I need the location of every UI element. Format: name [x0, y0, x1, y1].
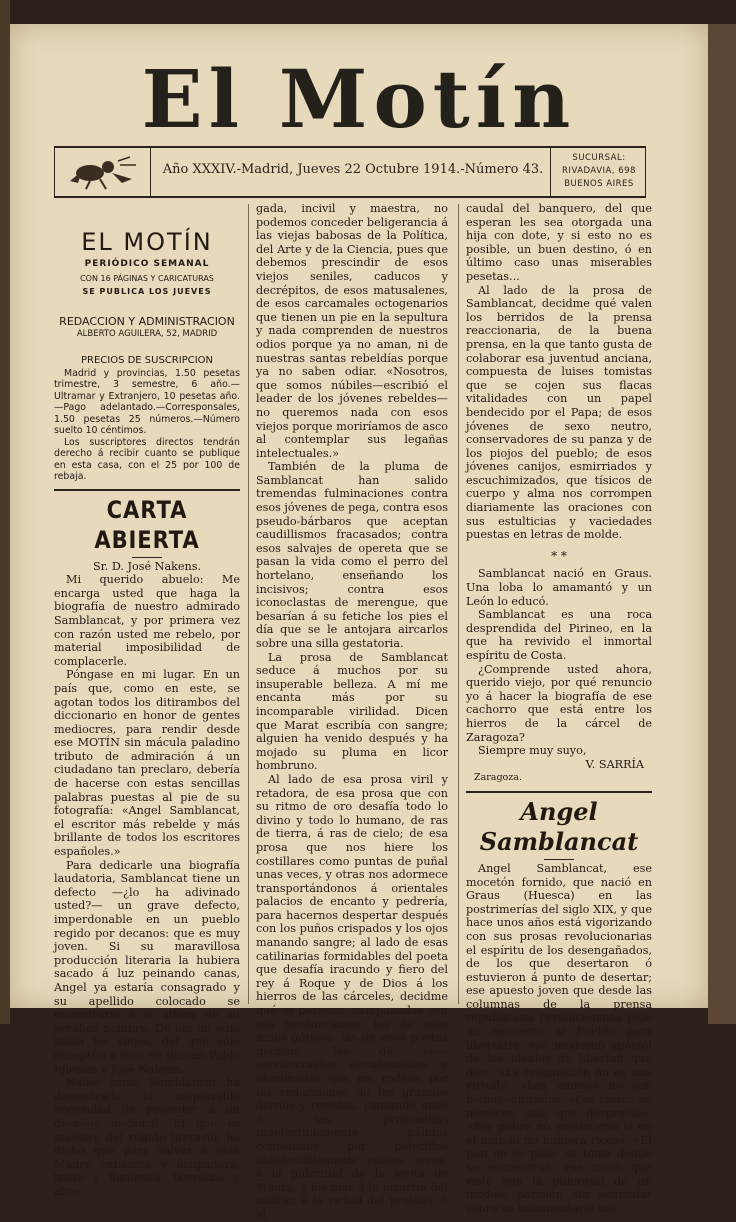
- precios-heading: PRECIOS DE SUSCRIPCION: [80, 354, 214, 366]
- closing: Siempre muy suyo,: [478, 744, 587, 758]
- paragraph: caudal del banquero, del que esperan les sea otorgada una hija con dote, y si esto no es posible, un buen destino, ó en último caso unas miserables pesetas...: [466, 202, 652, 283]
- paragraph: gada, incivil y maestra, no podemos conceder beligerancia á las viejas babosas de la Política, del Arte y de la Ciencia, pues que debemos prescindir de esos viejos seniles, caducos y decrépitos, de esos matusalenes, de esos carcamales octogenarios que tienen un pie en la sepultura y nada comprenden de nuestros odios porque ya no aman, ni de nuestras santas rebeldías porque ya no saben odiar. «Nosotros, que somos núbiles—escribió el leader de los jóvenes rebeldes—no queremos nada con esos viejos porque moriríamos de asco al contemplar sus legañas intelectuales.»: [256, 202, 448, 460]
- section-break: * *: [551, 548, 567, 563]
- branch-office: [554, 152, 644, 191]
- column-rule: [248, 204, 249, 1004]
- paragraph: Nadie como Samblancat ha demostrado la inaplazable necesidad de proceder á un desvieje nacional. El que es maestro del rugido literario, ha dicho que para salvar á esta Madre exhausta y disipadora, triste y flamenca, borracha y abne-: [54, 1076, 240, 1198]
- issue-info-bar: [54, 146, 646, 198]
- prices-text: Madrid y provincias, 1.50 pesetas trimestre, 3 semestre, 6 año.—Ultramar y Extranjero, 10 pesetas año.—Pago adelantado.—Corresponsales, 1.50 pesetas 25 números.—Número suelto 10 céntimos.: [54, 367, 240, 437]
- paragraph: Para dedicarle una biografía laudatoria, Samblancat tiene un defecto —¿lo ha adivinado usted?— un grave defecto, imperdonable en un pueblo regido por decanos: que es muy joven. Si su maravillosa producción literaria la hubiera sacado á luz peinando canas, Angel ya estaría consagrado y su apellido colocado se encontraría á la altura de su seráfico nombre. De ahí mi odio hacia los viejos, del que sólo exceptúo á dos: Se llaman Pablo Iglesias y José Nakens.: [54, 858, 240, 1076]
- redaccion-heading: REDACCION Y ADMINISTRACION: [59, 314, 235, 328]
- column-1: [54, 202, 240, 1198]
- subscription-prices: [54, 368, 240, 483]
- paragraph: ¿Comprende usted ahora, querido viejo, por qué renuncio yo á hacer la biografía de ese cachorro que está entre los hierros de la cárcel de Zaragoza?: [466, 662, 652, 744]
- book-spine: [0, 0, 10, 1024]
- branch-city: BUENOS AIRES: [564, 179, 634, 189]
- paragraph: Al lado de la prosa de Samblancat, decidme qué valen los berridos de la prensa reaccionaria, de la buena prensa, en la que tanto gusta de colaborar esa juventud anciana, compuesta de luises tomistas que se cojen sus flacas vitalidades con un papel bendecido por el Papa; de esos jóvenes de sexo neutro, conservadores de su panza y de los piojos del pueblo; de esos jóvenes canijos, esmirriados y escuchimizados, que tísicos de cuerpo y alma nos corrompen diariamente las oraciones con sus estulticias y vaciedades puestas en letras de molde.: [466, 283, 652, 542]
- periodico-semanal: PERIÓDICO SEMANAL: [84, 259, 210, 269]
- paragraph: Póngase en mi lugar. En un país que, como en este, se agotan todos los ditirambos del diccionario en honor de gentes mediocres, para rendir desde ese MOTÍN sin mácula paladino tributo de admiración á un ciudadano tan preclaro, debería de hacerse con estas sencillas palabras puestas al pie de su fotografía: «Angel Samblancat, el escritor más rebelde y más brillante de todos los escritores españoles.»: [54, 668, 240, 859]
- page-edge: [708, 24, 736, 1024]
- emblem-illustration-icon: [60, 153, 144, 191]
- paragraph: Al lado de esa prosa viril y retadora, de esa prosa que con su ritmo de oro desafía todo lo divino y todo lo humano, de ras de tierra, á ras de cielo; de esa prosa que nos hiere los costillares como puntas de puñal unas veces, y otras nos adormece transportándonos á orientales palacios de encanto y pedrería, para hacernos despertar después con los puños crispados y los ojos manando sangre; al lado de esas catilinarias formidables del poeta que desafía iracundo y fiero del rey á Roque y de Dios á los hierros de las cárceles, decidme qué os parecen, campanadas con sus producciones, las de esos niños góticos, las de esos poetas glaucos, las de esos escritorzuelos decadentistas y afeminados que me rodean por las redacciones de los grandes diarios y revistas, cantando unos á las princesillas indefectiblemente pálidas consoladas por pajecillos indefectiblemente rubios; otros, á la pulcritud de la levita de Maura, y los más á la bizarría del militar, á la virtud del prelado, ó al: [256, 772, 448, 1221]
- masthead-title: El Motín: [141, 52, 577, 146]
- paragraph: Samblancat nació en Graus. Una loba lo amamantó y un León lo educó.: [466, 567, 652, 608]
- paragraph: Mi querido abuelo: Me encarga usted que haga la biografía de nuestro admirado Samblancat, y por primera vez con razón usted me rebelo, por material imposibilidad de complacerle.: [54, 573, 240, 668]
- column-rule: [458, 204, 459, 1004]
- branch-street: RIVADAVIA, 698: [562, 166, 636, 176]
- salutation: Sr. D. José Nakens.: [92, 559, 202, 573]
- paragraph: La prosa de Samblancat seduce á muchos por su insuperable belleza. A mí me encanta más por su incomparable virilidad. Dicen que Marat escribía con sangre; alguien ha venido después y ha mojado su pluma en licor hombruno.: [256, 650, 448, 773]
- publication-day: SE PUBLICA LOS JUEVES: [82, 287, 212, 297]
- small-masthead: EL MOTÍN: [81, 228, 213, 256]
- place: Zaragoza.: [474, 772, 522, 784]
- signature: V. SARRÍA: [585, 757, 644, 771]
- paragraph: También de la pluma de Samblancat han salido tremendas fulminaciones contra esos jóvenes de pega, contra esos pseudo-bárbaros que aceptan caudillismos fracasados; contra esos salvajes de opereta que se pasan la vida como el perro del hortelano, enseñando los incisivos; contra esos iconoclastas de merengue, que besarían á su fetiche los pies el día que se le antojara aircarlos sobre una silla gestatoria.: [256, 460, 448, 650]
- address: ALBERTO AGUILERA, 52, MADRID: [76, 329, 218, 340]
- carta-abierta-heading: CARTA ABIERTA: [94, 495, 200, 554]
- newspaper-page: [10, 24, 708, 1221]
- branch-label: SUCURSAL:: [572, 153, 626, 163]
- column-3: [466, 202, 652, 1215]
- paragraph: Samblancat es una roca desprendida del Pirineo, en la que ha revivido el inmortal espíritu de Costa.: [466, 608, 652, 662]
- pages-caricatures: CON 16 PÁGINAS Y CARICATURAS: [80, 273, 214, 283]
- angel-samblancat-heading: Angel Samblancat: [479, 796, 639, 856]
- prices-note: Los suscriptores directos tendrán derecho á recibir cuanto se publique en esta casa, con el 25 por 100 de rebaja.: [54, 436, 240, 483]
- paragraph: Angel Samblancat, ese mocetón fornido, que nació en Graus (Huesca) en las postrimerías del siglo XIX, y que hace unos años está vigorizando con sus prosas revolucionarias el espíritu de los desengañados, de los que desertaron ó estuvieron á punto de desertar; ese apuesto joven que desde las columnas de la prensa republicana revolucionaria pide un momento al Pueblo para libertarle; ese moderno apóstol de los ideales de libertad que dice: «La resignación no es una virtud». «Los mansos no son bienaventurados. «Los castos ne merecen más que desprecio». «Ser pobre no envilecería si en el mundo no hubiera ricos». «El pan no se pide; se toma donde se encuentra»; ese mozo que viste con la pulcritud de un modelo parisién sin acumular sobre su indumentaria me-: [466, 861, 652, 1215]
- issue-line: Año XXXIV.-Madrid, Jueves 22 Octubre 1914.-Número 43.: [162, 162, 544, 177]
- column-2: [256, 202, 448, 1222]
